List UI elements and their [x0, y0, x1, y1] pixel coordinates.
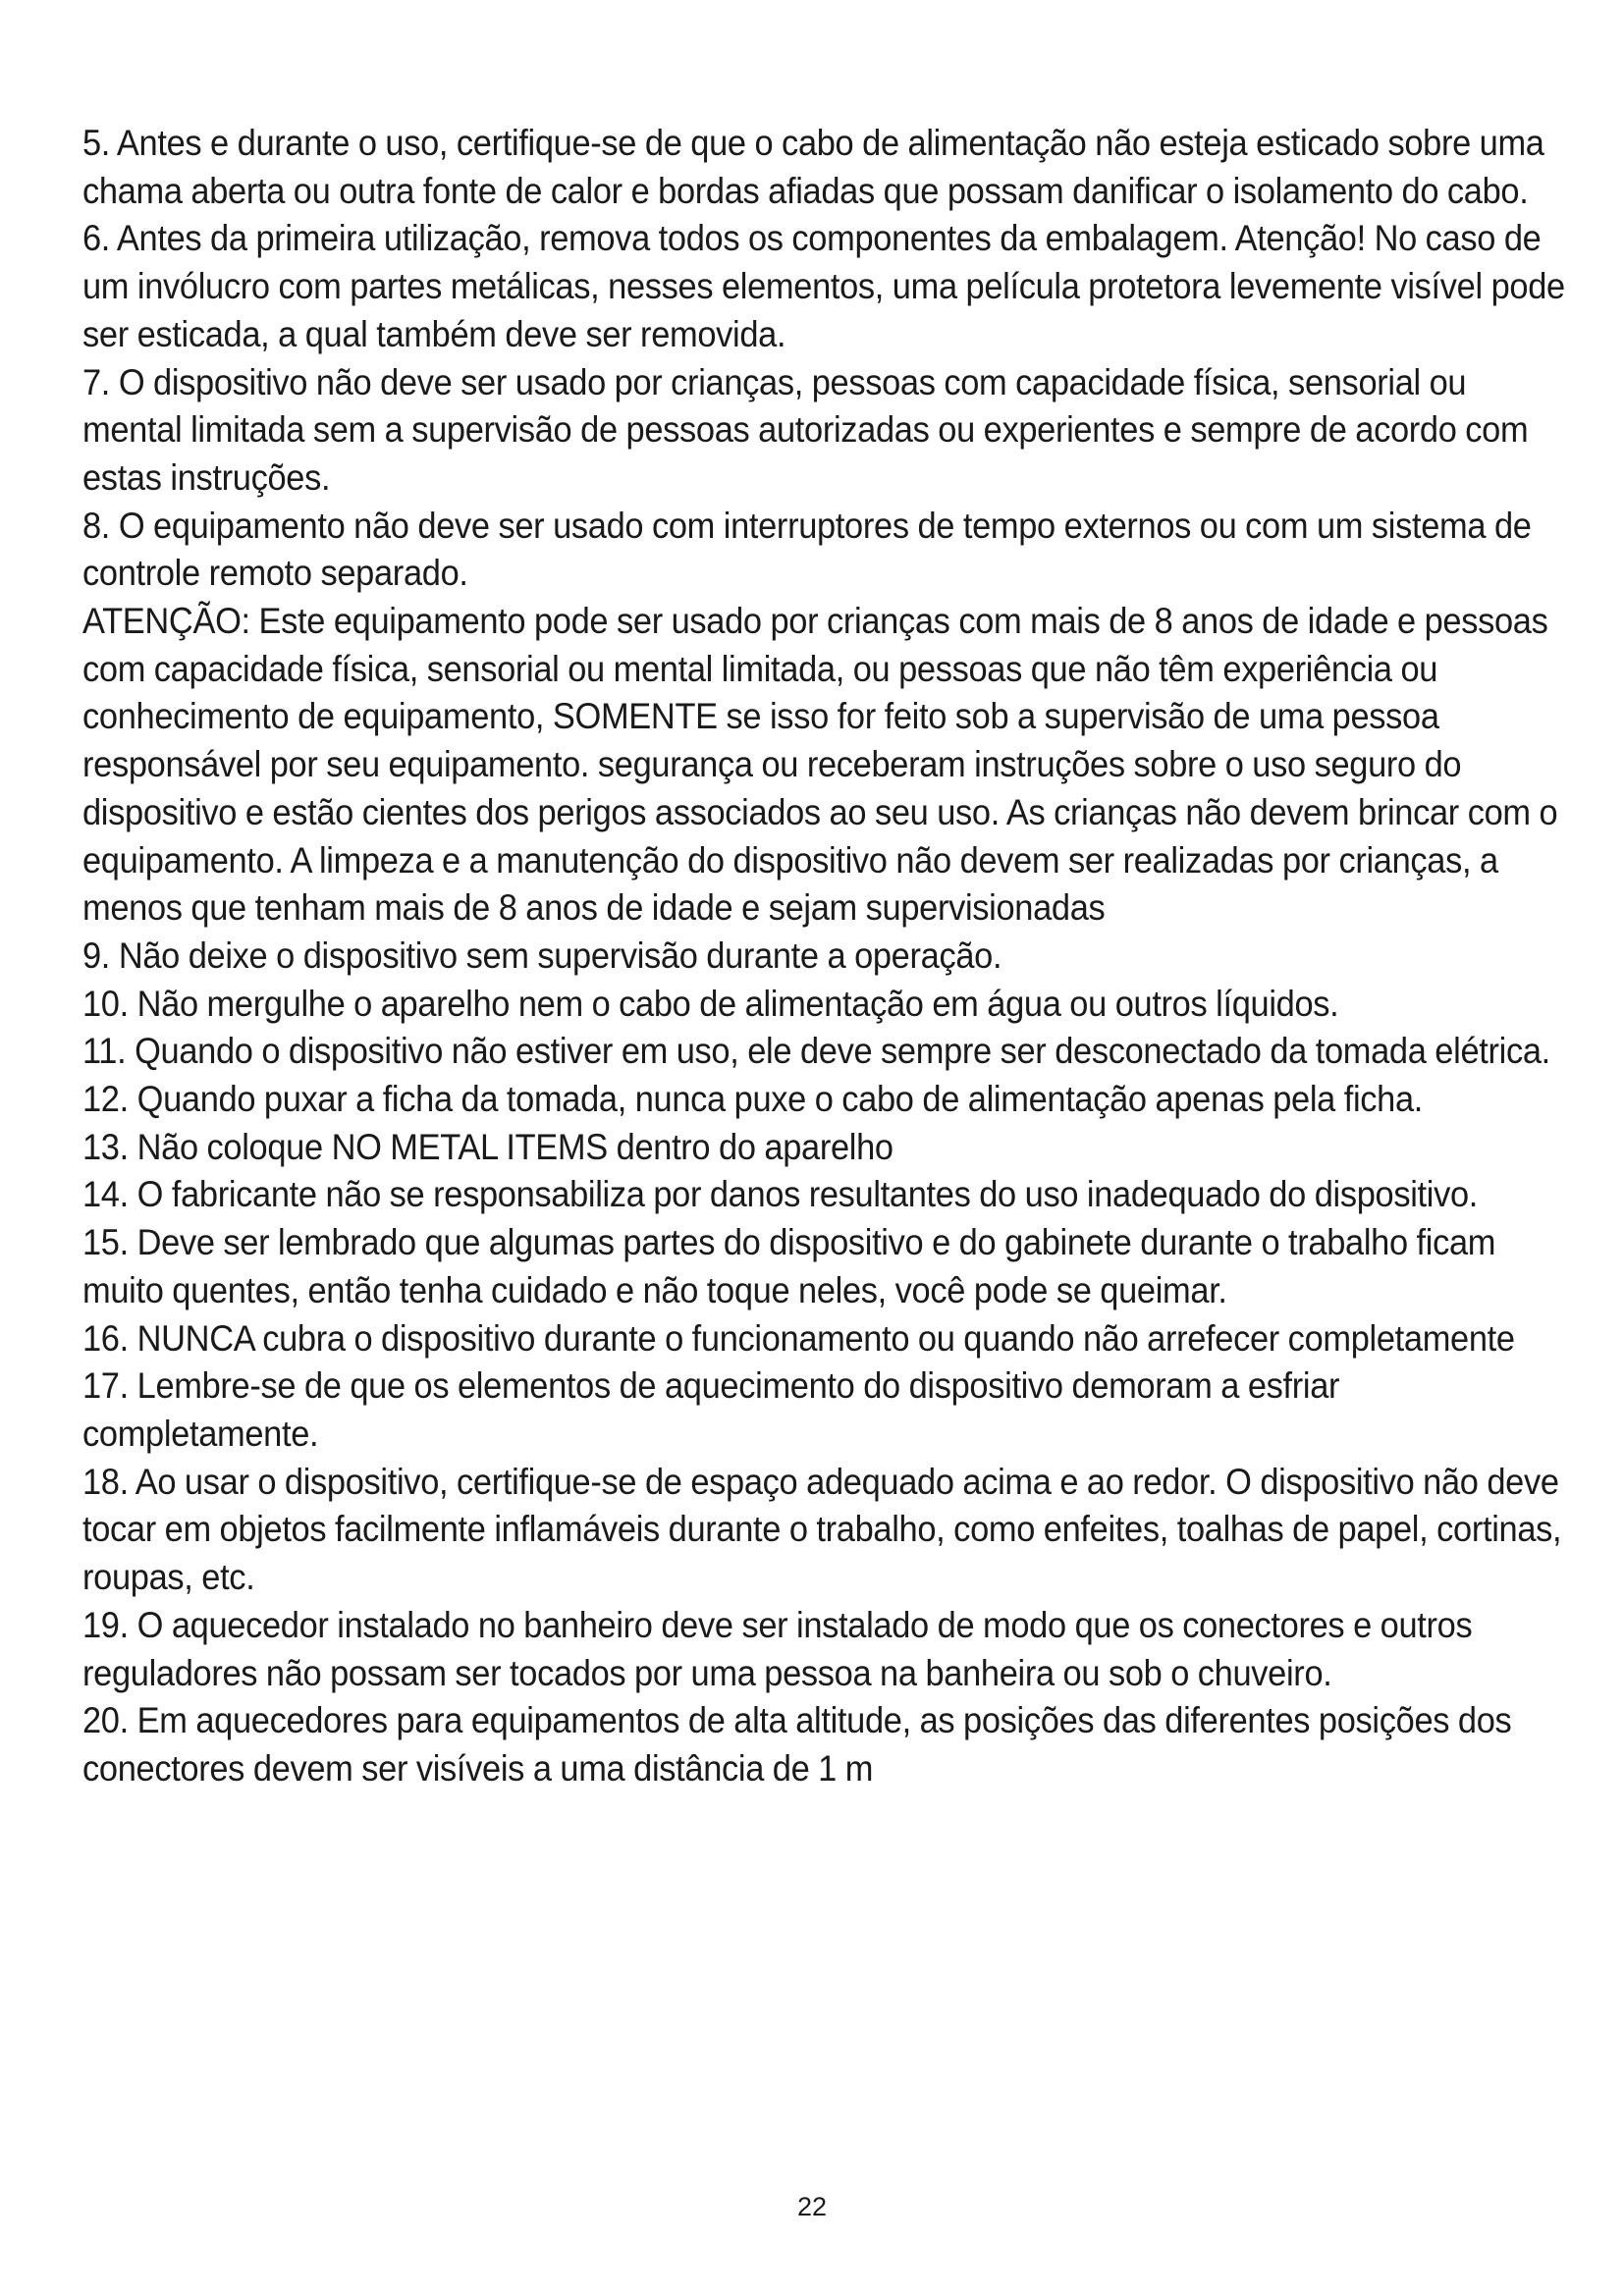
instruction-item-12: 12. Quando puxar a ficha da tomada, nunca puxe o cabo de alimentação apenas pela ficha.: [82, 1079, 1424, 1120]
instruction-item-18: 18. Ao usar o dispositivo, certifique-se de espaço adequado acima e ao redor. O dispositivo não deve tocar em objetos facilmente inflamáveis durante o trabalho, como enfeites, toalhas de papel, cortinas, roupas, etc.: [82, 1461, 1562, 1598]
page-number: 22: [796, 2192, 828, 2221]
warning-paragraph: ATENÇÃO: Este equipamento pode ser usado por crianças com mais de 8 anos de idade e pessoas com capacidade física, sensorial ou mental limitada, ou pessoas que não têm experiência ou conhecimento de equipamento, SOMENTE se isso for feito sob a supervisão de uma pessoa responsável por seu equipamento. segurança ou receberam instruções sobre o uso seguro do dispositivo e estão cientes dos perigos associados ao seu uso. As crianças não devem brincar com o equipamento. A limpeza e a manutenção do dispositivo não devem ser realizadas por crianças, a menos que tenham mais de 8 anos de idade e sejam supervisionadas: [82, 601, 1558, 929]
instruction-item-10: 10. Não mergulhe o aparelho nem o cabo de alimentação em água ou outros líquidos.: [82, 983, 1339, 1024]
instruction-item-17: 17. Lembre-se de que os elementos de aquecimento do dispositivo demoram a esfriar completamente.: [82, 1365, 1340, 1454]
instruction-item-9: 9. Não deixe o dispositivo sem supervisão durante a operação.: [82, 934, 1002, 976]
instructions-text: [82, 120, 1565, 1793]
instruction-item-15: 15. Deve ser lembrado que algumas partes do dispositivo e do gabinete durante o trabalho ficam muito quentes, então tenha cuidado e não toque neles, você pode se queimar.: [82, 1222, 1496, 1310]
instruction-item-20: 20. Em aquecedores para equipamentos de alta altitude, as posições das diferentes posições dos conectores devem ser visíveis a uma distância de 1 m: [82, 1700, 1512, 1789]
instruction-item-13: 13. Não coloque NO METAL ITEMS dentro do aparelho: [82, 1126, 893, 1167]
instruction-item-11: 11. Quando o dispositivo não estiver em uso, ele deve sempre ser desconectado da tomada elétrica.: [82, 1031, 1550, 1072]
instruction-item-14: 14. O fabricante não se responsabiliza por danos resultantes do uso inadequado do dispositivo.: [82, 1174, 1479, 1215]
instruction-item-16: 16. NUNCA cubra o dispositivo durante o funcionamento ou quando não arrefecer completamente: [82, 1317, 1515, 1359]
instruction-item-7: 7. O dispositivo não deve ser usado por crianças, pessoas com capacidade física, sensorial ou mental limitada sem a supervisão de pessoas autorizadas ou experientes e sempre de acordo com estas instruções.: [82, 361, 1529, 498]
instruction-item-5: 5. Antes e durante o uso, certifique-se de que o cabo de alimentação não esteja esticado sobre uma chama aberta ou outra fonte de calor e bordas afiadas que possam danificar o isolamento do cabo.: [82, 123, 1544, 211]
instruction-item-19: 19. O aquecedor instalado no banheiro deve ser instalado de modo que os conectores e outros reguladores não possam ser tocados por uma pessoa na banheira ou sob o chuveiro.: [82, 1604, 1473, 1693]
instruction-item-8: 8. O equipamento não deve ser usado com interruptores de tempo externos ou com um sistema de controle remoto separado.: [82, 505, 1532, 594]
instruction-item-6: 6. Antes da primeira utilização, remova todos os componentes da embalagem. Atenção! No caso de um invólucro com partes metálicas, nesses elementos, uma película protetora levemente visível pode ser esticada, a qual também deve ser removida.: [82, 218, 1565, 354]
